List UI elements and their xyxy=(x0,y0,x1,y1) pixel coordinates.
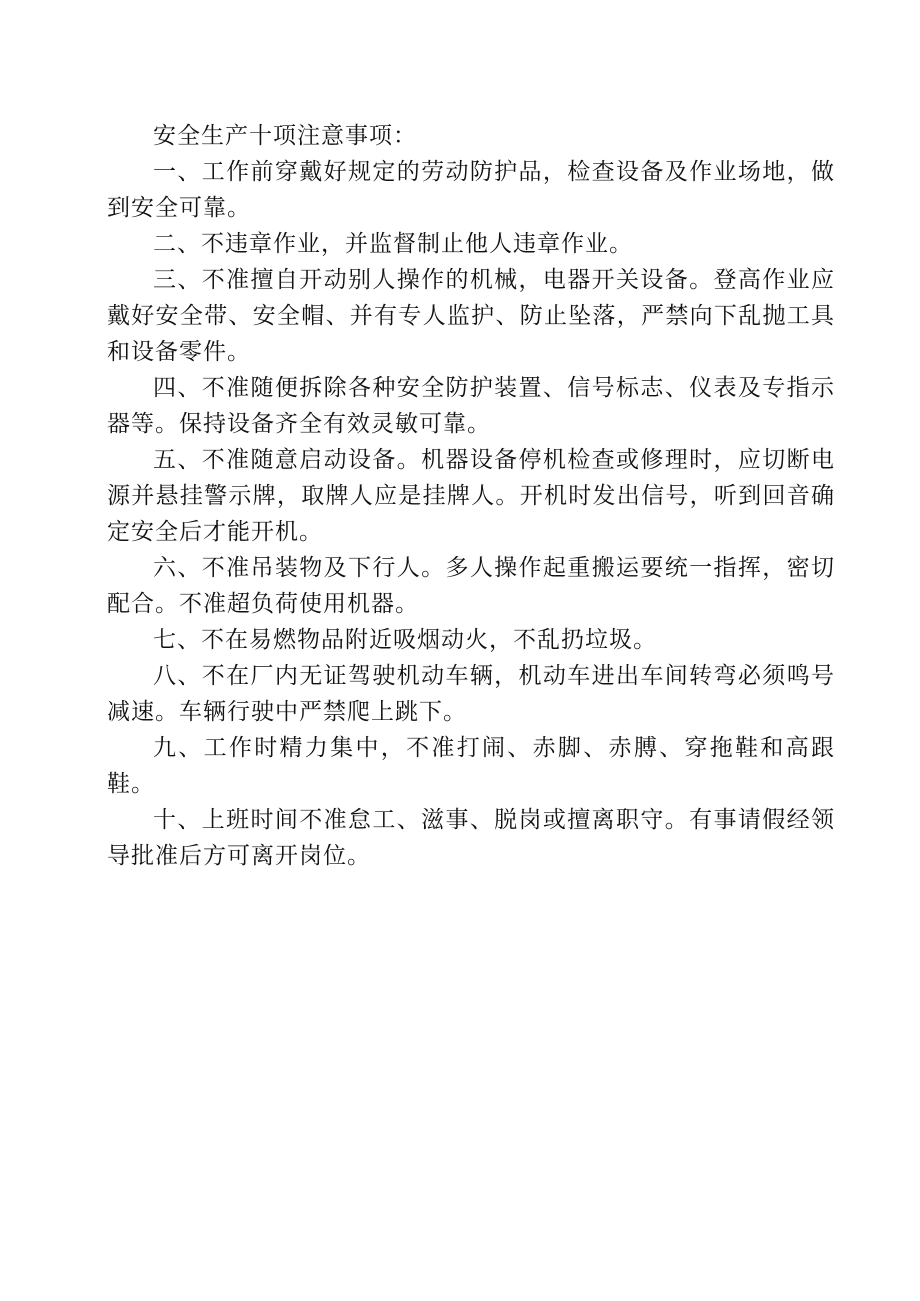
rule-item-10: 十、上班时间不准怠工、滋事、脱岗或擅离职守。有事请假经领导批准后方可离开岗位。 xyxy=(107,807,835,869)
rule-item-6: 六、不准吊装物及下行人。多人操作起重搬运要统一指挥，密切配合。不准超负荷使用机器。 xyxy=(107,555,835,617)
rule-item-2: 二、不违章作业，并监督制止他人违章作业。 xyxy=(153,231,633,257)
rule-item-3: 三、不准擅自开动别人操作的机械，电器开关设备。登高作业应戴好安全带、安全帽、并有专人监护、防止坠落，严禁向下乱抛工具和设备零件。 xyxy=(107,267,835,365)
rule-item-7: 七、不在易燃物品附近吸烟动火，不乱扔垃圾。 xyxy=(153,627,657,653)
document-body xyxy=(107,118,835,874)
rule-item-9: 九、工作时精力集中，不准打闹、赤脚、赤膊、穿拖鞋和高跟鞋。 xyxy=(107,735,835,797)
document-heading: 安全生产十项注意事项： xyxy=(153,123,417,149)
rule-item-4: 四、不准随便拆除各种安全防护装置、信号标志、仪表及专指示器等。保持设备齐全有效灵敏可靠。 xyxy=(107,375,835,437)
rule-item-5: 五、不准随意启动设备。机器设备停机检查或修理时，应切断电源并悬挂警示牌，取牌人应是挂牌人。开机时发出信号，听到回音确定安全后才能开机。 xyxy=(107,447,835,545)
rule-item-8: 八、不在厂内无证驾驶机动车辆，机动车进出车间转弯必须鸣号减速。车辆行驶中严禁爬上跳下。 xyxy=(107,663,835,725)
rule-item-1: 一、工作前穿戴好规定的劳动防护品，检查设备及作业场地，做到安全可靠。 xyxy=(107,159,835,221)
